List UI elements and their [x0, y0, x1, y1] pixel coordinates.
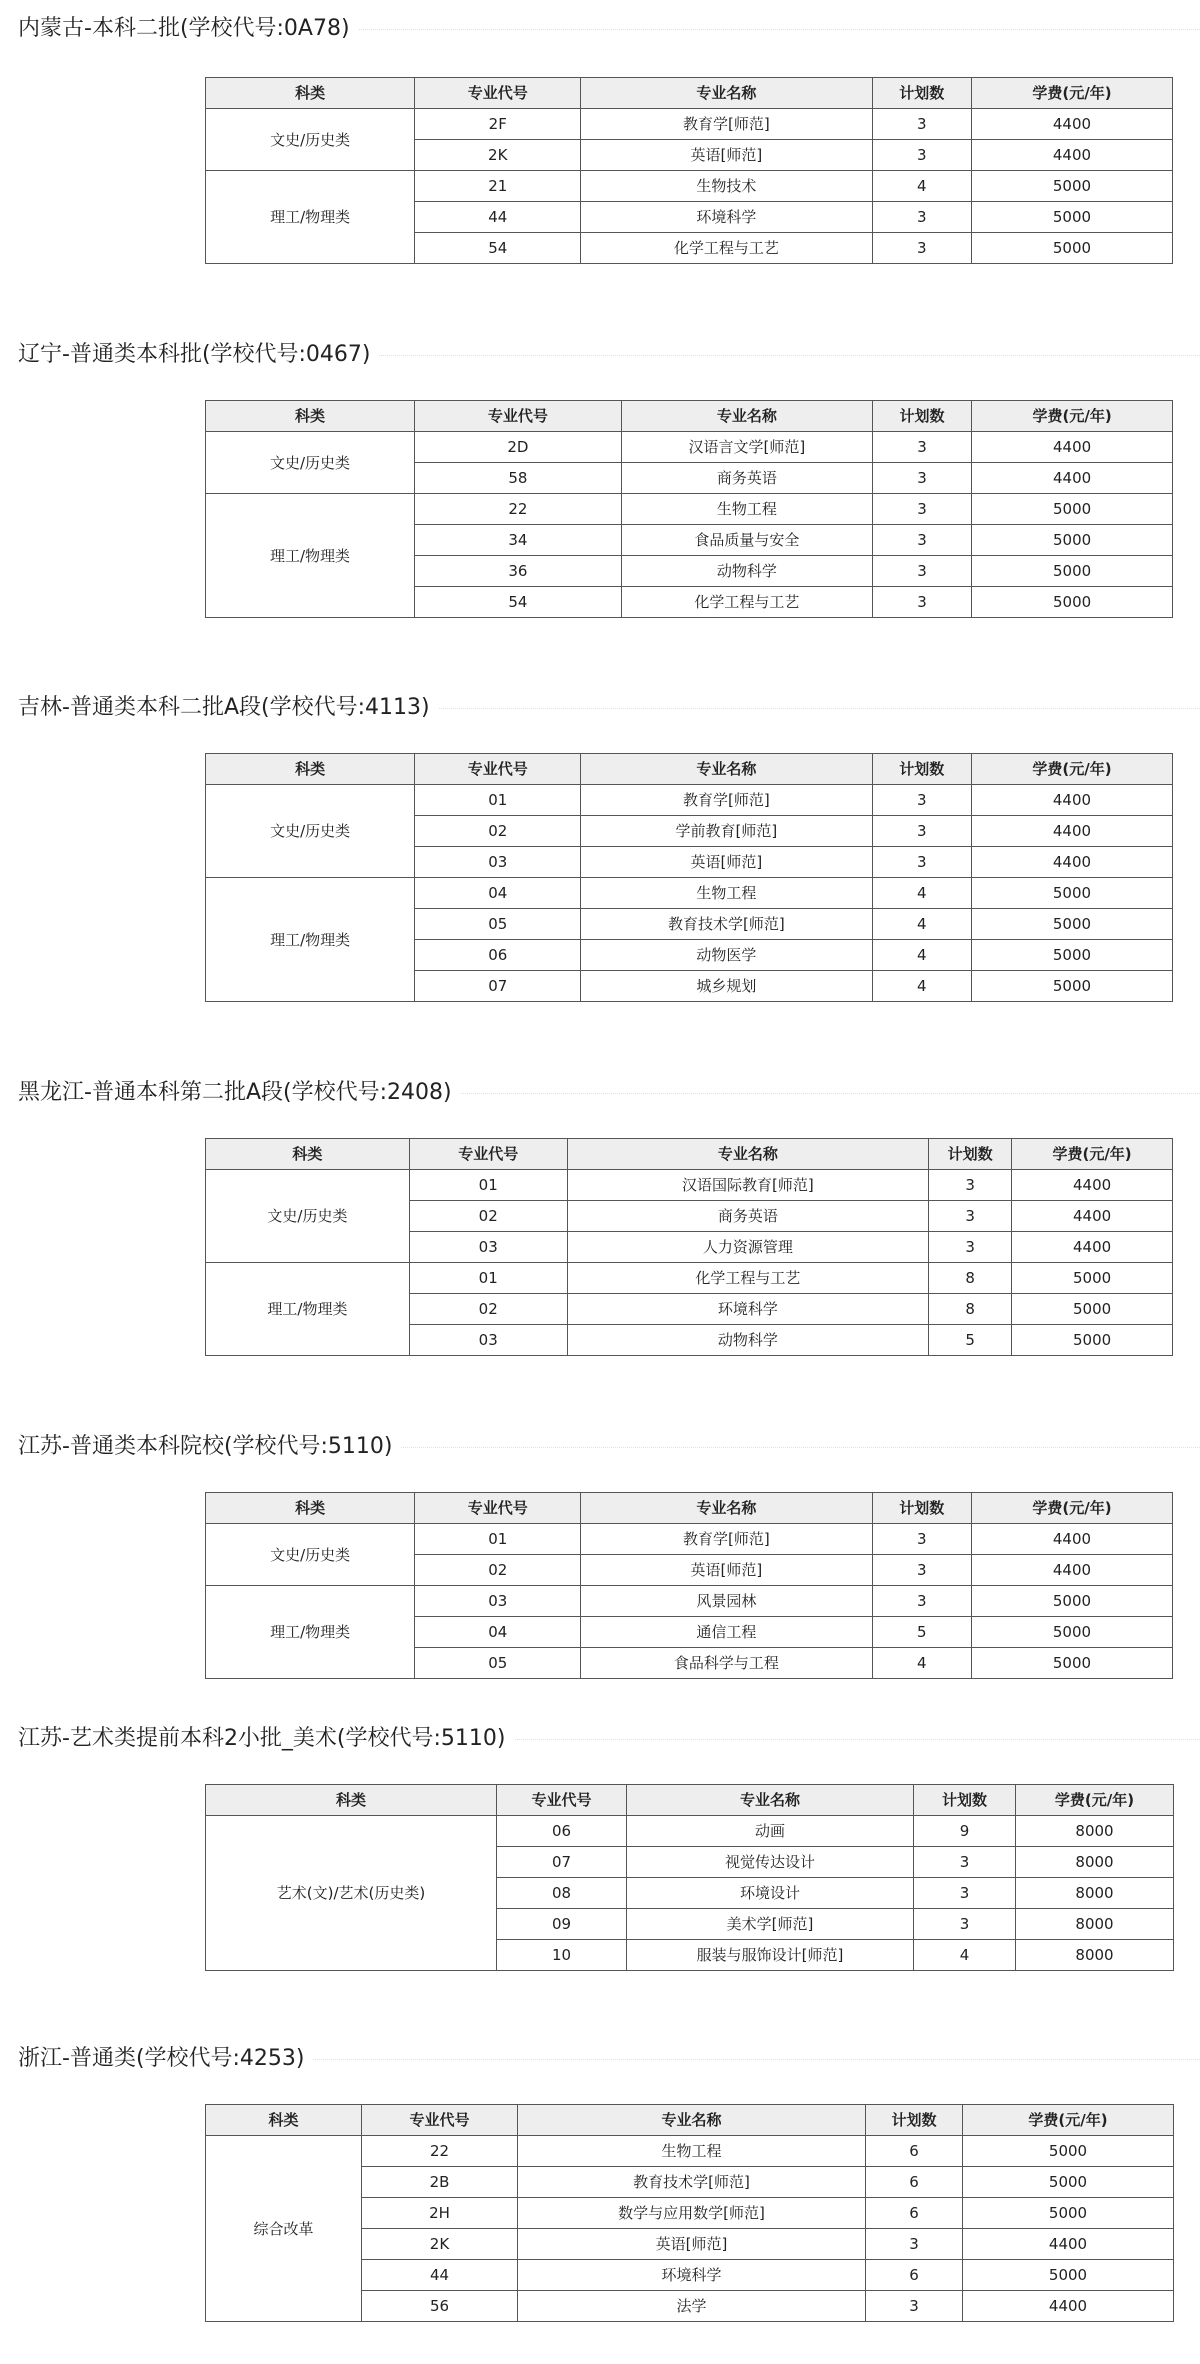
plan-count-cell: 3: [914, 1909, 1016, 1940]
column-header-count: 计划数: [914, 1785, 1016, 1816]
major-name-cell: 法学: [518, 2291, 866, 2322]
table-body: [206, 785, 1173, 1002]
column-header-name: 专业名称: [518, 2105, 866, 2136]
tuition-cell: 4400: [971, 1555, 1172, 1586]
tuition-cell: 5000: [972, 494, 1173, 525]
tuition-cell: 4400: [963, 2229, 1174, 2260]
plan-count-cell: 4: [872, 940, 971, 971]
table-body: [206, 1524, 1173, 1679]
plan-count-cell: 6: [866, 2136, 963, 2167]
plan-count-cell: 4: [872, 1648, 971, 1679]
major-code-cell: 03: [415, 1586, 581, 1617]
plan-section: [0, 693, 1200, 995]
header-row: [206, 1785, 1174, 1816]
major-name-cell: 人力资源管理: [567, 1232, 929, 1263]
column-header-count: 计划数: [866, 2105, 963, 2136]
major-name-cell: 生物工程: [581, 878, 872, 909]
tuition-cell: 5000: [972, 556, 1173, 587]
tuition-cell: 4400: [971, 816, 1172, 847]
column-header-fee: 学费(元/年): [972, 401, 1173, 432]
major-code-cell: 22: [414, 494, 621, 525]
major-name-cell: 汉语言文学[师范]: [621, 432, 872, 463]
tuition-cell: 5000: [972, 587, 1173, 618]
major-name-cell: 动物科学: [567, 1325, 929, 1356]
tuition-cell: 5000: [1012, 1294, 1173, 1325]
plan-count-cell: 3: [872, 847, 971, 878]
major-name-cell: 动画: [627, 1816, 914, 1847]
header-row: [206, 1139, 1173, 1170]
section-title: 吉林-普通类本科二批A段(学校代号:4113): [18, 693, 438, 723]
plan-section: [0, 14, 1200, 257]
tuition-cell: 4400: [971, 785, 1172, 816]
table-row: [206, 494, 1173, 525]
plan-count-cell: 3: [929, 1232, 1012, 1263]
major-code-cell: 10: [497, 1940, 627, 1971]
major-name-cell: 生物工程: [518, 2136, 866, 2167]
plan-count-cell: 9: [914, 1816, 1016, 1847]
column-header-fee: 学费(元/年): [971, 1493, 1172, 1524]
plan-table: [205, 1138, 1173, 1356]
tuition-cell: 4400: [1012, 1232, 1173, 1263]
major-code-cell: 03: [409, 1325, 567, 1356]
column-header-count: 计划数: [872, 401, 971, 432]
table-row: [206, 1263, 1173, 1294]
major-code-cell: 04: [415, 878, 581, 909]
major-name-cell: 教育学[师范]: [581, 1524, 872, 1555]
tuition-cell: 5000: [971, 940, 1172, 971]
major-name-cell: 教育学[师范]: [581, 109, 872, 140]
plan-table: [205, 1492, 1173, 1679]
plan-count-cell: 3: [872, 202, 971, 233]
major-code-cell: 21: [415, 171, 581, 202]
column-header-category: 科类: [206, 78, 415, 109]
category-cell: 理工/物理类: [206, 1586, 415, 1679]
major-code-cell: 05: [415, 1648, 581, 1679]
tuition-cell: 5000: [963, 2167, 1174, 2198]
major-name-cell: 商务英语: [567, 1201, 929, 1232]
tuition-cell: 5000: [972, 525, 1173, 556]
major-name-cell: 汉语国际教育[师范]: [567, 1170, 929, 1201]
tuition-cell: 5000: [971, 233, 1172, 264]
table-row: [206, 785, 1173, 816]
table-head: [206, 2105, 1174, 2136]
plan-count-cell: 3: [872, 463, 971, 494]
major-name-cell: 食品科学与工程: [581, 1648, 872, 1679]
column-header-name: 专业名称: [581, 754, 872, 785]
section-title: 江苏-普通类本科院校(学校代号:5110): [18, 1432, 401, 1462]
section-header: [18, 693, 1200, 723]
plan-count-cell: 5: [929, 1325, 1012, 1356]
category-cell: 艺术(文)/艺术(历史类): [206, 1816, 497, 1971]
major-name-cell: 学前教育[师范]: [581, 816, 872, 847]
major-name-cell: 城乡规划: [581, 971, 872, 1002]
table-body: [206, 109, 1173, 264]
major-code-cell: 2K: [362, 2229, 518, 2260]
section-title: 黑龙江-普通本科第二批A段(学校代号:2408): [18, 1078, 460, 1108]
tuition-cell: 8000: [1016, 1940, 1174, 1971]
plan-count-cell: 3: [872, 494, 971, 525]
category-cell: 文史/历史类: [206, 1170, 410, 1263]
major-name-cell: 化学工程与工艺: [567, 1263, 929, 1294]
table-head: [206, 1139, 1173, 1170]
major-code-cell: 2D: [414, 432, 621, 463]
table-row: [206, 878, 1173, 909]
category-cell: 理工/物理类: [206, 878, 415, 1002]
major-code-cell: 02: [415, 1555, 581, 1586]
major-name-cell: 数学与应用数学[师范]: [518, 2198, 866, 2229]
plan-count-cell: 3: [872, 109, 971, 140]
plan-count-cell: 4: [872, 909, 971, 940]
tuition-cell: 4400: [972, 463, 1173, 494]
tuition-cell: 5000: [971, 171, 1172, 202]
column-header-count: 计划数: [929, 1139, 1012, 1170]
section-header: [18, 2044, 1200, 2074]
major-name-cell: 环境科学: [581, 202, 872, 233]
plan-count-cell: 3: [872, 1524, 971, 1555]
category-cell: 理工/物理类: [206, 1263, 410, 1356]
major-name-cell: 英语[师范]: [581, 140, 872, 171]
column-header-count: 计划数: [872, 754, 971, 785]
major-code-cell: 54: [414, 587, 621, 618]
major-name-cell: 教育技术学[师范]: [518, 2167, 866, 2198]
plan-table: [205, 400, 1173, 618]
category-cell: 文史/历史类: [206, 785, 415, 878]
section-header: [18, 1078, 1200, 1108]
column-header-code: 专业代号: [415, 754, 581, 785]
major-name-cell: 化学工程与工艺: [621, 587, 872, 618]
column-header-category: 科类: [206, 401, 415, 432]
major-code-cell: 03: [415, 847, 581, 878]
tuition-cell: 4400: [1012, 1170, 1173, 1201]
plan-section: [0, 1432, 1200, 1672]
plan-count-cell: 3: [914, 1847, 1016, 1878]
major-name-cell: 化学工程与工艺: [581, 233, 872, 264]
major-name-cell: 商务英语: [621, 463, 872, 494]
major-name-cell: 环境科学: [518, 2260, 866, 2291]
table-row: [206, 1586, 1173, 1617]
major-code-cell: 02: [415, 816, 581, 847]
table-head: [206, 1493, 1173, 1524]
plan-count-cell: 3: [872, 233, 971, 264]
tuition-cell: 4400: [972, 432, 1173, 463]
plan-count-cell: 4: [872, 878, 971, 909]
column-header-code: 专业代号: [415, 1493, 581, 1524]
major-code-cell: 01: [409, 1170, 567, 1201]
tuition-cell: 5000: [971, 878, 1172, 909]
major-code-cell: 54: [415, 233, 581, 264]
major-code-cell: 44: [415, 202, 581, 233]
plan-section: [0, 2044, 1200, 2315]
column-header-fee: 学费(元/年): [971, 754, 1172, 785]
plan-count-cell: 6: [866, 2260, 963, 2291]
plan-count-cell: 4: [872, 971, 971, 1002]
column-header-name: 专业名称: [627, 1785, 914, 1816]
major-name-cell: 风景园林: [581, 1586, 872, 1617]
major-name-cell: 英语[师范]: [581, 847, 872, 878]
tuition-cell: 5000: [1012, 1263, 1173, 1294]
column-header-name: 专业名称: [567, 1139, 929, 1170]
major-code-cell: 07: [497, 1847, 627, 1878]
category-cell: 综合改革: [206, 2136, 362, 2322]
table-row: [206, 1524, 1173, 1555]
section-header: [18, 14, 1200, 44]
table-row: [206, 1170, 1173, 1201]
table-body: [206, 2136, 1174, 2322]
major-name-cell: 英语[师范]: [518, 2229, 866, 2260]
plan-count-cell: 3: [929, 1201, 1012, 1232]
tuition-cell: 5000: [963, 2198, 1174, 2229]
major-code-cell: 06: [415, 940, 581, 971]
major-name-cell: 动物科学: [621, 556, 872, 587]
major-code-cell: 22: [362, 2136, 518, 2167]
major-name-cell: 食品质量与安全: [621, 525, 872, 556]
plan-count-cell: 3: [872, 1586, 971, 1617]
major-code-cell: 34: [414, 525, 621, 556]
tuition-cell: 5000: [971, 909, 1172, 940]
column-header-code: 专业代号: [414, 401, 621, 432]
column-header-fee: 学费(元/年): [963, 2105, 1174, 2136]
section-header: [18, 340, 1200, 370]
plan-table: [205, 1784, 1174, 1971]
tuition-cell: 5000: [971, 202, 1172, 233]
tuition-cell: 5000: [971, 971, 1172, 1002]
plan-table: [205, 2104, 1174, 2322]
major-code-cell: 58: [414, 463, 621, 494]
column-header-fee: 学费(元/年): [971, 78, 1172, 109]
major-name-cell: 服装与服饰设计[师范]: [627, 1940, 914, 1971]
category-cell: 文史/历史类: [206, 1524, 415, 1586]
plan-count-cell: 3: [929, 1170, 1012, 1201]
major-name-cell: 教育学[师范]: [581, 785, 872, 816]
plan-count-cell: 3: [872, 1555, 971, 1586]
section-header: [18, 1432, 1200, 1462]
column-header-category: 科类: [206, 2105, 362, 2136]
header-row: [206, 401, 1173, 432]
plan-count-cell: 5: [872, 1617, 971, 1648]
tuition-cell: 4400: [971, 847, 1172, 878]
plan-count-cell: 6: [866, 2167, 963, 2198]
tuition-cell: 4400: [963, 2291, 1174, 2322]
major-code-cell: 06: [497, 1816, 627, 1847]
plan-count-cell: 3: [872, 556, 971, 587]
column-header-code: 专业代号: [415, 78, 581, 109]
major-name-cell: 生物技术: [581, 171, 872, 202]
tuition-cell: 4400: [971, 109, 1172, 140]
category-cell: 理工/物理类: [206, 494, 415, 618]
major-code-cell: 03: [409, 1232, 567, 1263]
plan-count-cell: 6: [866, 2198, 963, 2229]
column-header-code: 专业代号: [409, 1139, 567, 1170]
column-header-category: 科类: [206, 1785, 497, 1816]
section-title: 江苏-艺术类提前本科2小批_美术(学校代号:5110): [18, 1724, 514, 1754]
header-row: [206, 78, 1173, 109]
major-code-cell: 01: [409, 1263, 567, 1294]
plan-count-cell: 8: [929, 1263, 1012, 1294]
tuition-cell: 5000: [971, 1648, 1172, 1679]
plan-count-cell: 3: [872, 525, 971, 556]
plan-count-cell: 3: [872, 432, 971, 463]
major-code-cell: 02: [409, 1201, 567, 1232]
major-name-cell: 英语[师范]: [581, 1555, 872, 1586]
table-head: [206, 754, 1173, 785]
category-cell: 文史/历史类: [206, 432, 415, 494]
major-name-cell: 教育技术学[师范]: [581, 909, 872, 940]
plan-table: [205, 753, 1173, 1002]
section-title: 内蒙古-本科二批(学校代号:0A78): [18, 14, 358, 44]
plan-table: [205, 77, 1173, 264]
major-name-cell: 环境设计: [627, 1878, 914, 1909]
column-header-name: 专业名称: [621, 401, 872, 432]
major-code-cell: 2B: [362, 2167, 518, 2198]
tuition-cell: 8000: [1016, 1847, 1174, 1878]
table-head: [206, 78, 1173, 109]
major-code-cell: 09: [497, 1909, 627, 1940]
tuition-cell: 4400: [971, 140, 1172, 171]
tuition-cell: 8000: [1016, 1878, 1174, 1909]
table-row: [206, 109, 1173, 140]
table-row: [206, 1816, 1174, 1847]
plan-count-cell: 3: [866, 2229, 963, 2260]
table-body: [206, 1816, 1174, 1971]
category-cell: 理工/物理类: [206, 171, 415, 264]
plan-section: [0, 340, 1200, 611]
column-header-category: 科类: [206, 1139, 410, 1170]
major-code-cell: 02: [409, 1294, 567, 1325]
column-header-code: 专业代号: [497, 1785, 627, 1816]
table-head: [206, 401, 1173, 432]
plan-count-cell: 3: [872, 785, 971, 816]
major-name-cell: 动物医学: [581, 940, 872, 971]
column-header-name: 专业名称: [581, 78, 872, 109]
tuition-cell: 5000: [971, 1617, 1172, 1648]
header-row: [206, 1493, 1173, 1524]
tuition-cell: 4400: [971, 1524, 1172, 1555]
table-head: [206, 1785, 1174, 1816]
tuition-cell: 8000: [1016, 1816, 1174, 1847]
plan-count-cell: 3: [914, 1878, 1016, 1909]
column-header-category: 科类: [206, 1493, 415, 1524]
column-header-fee: 学费(元/年): [1012, 1139, 1173, 1170]
major-code-cell: 01: [415, 1524, 581, 1555]
major-code-cell: 01: [415, 785, 581, 816]
plan-section: [0, 1078, 1200, 1349]
plan-count-cell: 3: [866, 2291, 963, 2322]
major-name-cell: 生物工程: [621, 494, 872, 525]
major-name-cell: 通信工程: [581, 1617, 872, 1648]
tuition-cell: 5000: [1012, 1325, 1173, 1356]
major-name-cell: 美术学[师范]: [627, 1909, 914, 1940]
table-row: [206, 171, 1173, 202]
plan-count-cell: 8: [929, 1294, 1012, 1325]
major-code-cell: 07: [415, 971, 581, 1002]
category-cell: 文史/历史类: [206, 109, 415, 171]
header-row: [206, 2105, 1174, 2136]
column-header-fee: 学费(元/年): [1016, 1785, 1174, 1816]
tuition-cell: 4400: [1012, 1201, 1173, 1232]
plan-count-cell: 3: [872, 140, 971, 171]
tuition-cell: 5000: [963, 2136, 1174, 2167]
major-name-cell: 视觉传达设计: [627, 1847, 914, 1878]
section-header: [18, 1724, 1200, 1754]
tuition-cell: 8000: [1016, 1909, 1174, 1940]
plan-section: [0, 1724, 1200, 1964]
major-name-cell: 环境科学: [567, 1294, 929, 1325]
table-body: [206, 432, 1173, 618]
plan-count-cell: 4: [914, 1940, 1016, 1971]
major-code-cell: 36: [414, 556, 621, 587]
column-header-category: 科类: [206, 754, 415, 785]
section-title: 浙江-普通类(学校代号:4253): [18, 2044, 313, 2074]
table-row: [206, 432, 1173, 463]
column-header-count: 计划数: [872, 1493, 971, 1524]
column-header-name: 专业名称: [581, 1493, 872, 1524]
major-code-cell: 2K: [415, 140, 581, 171]
header-row: [206, 754, 1173, 785]
tuition-cell: 5000: [963, 2260, 1174, 2291]
column-header-count: 计划数: [872, 78, 971, 109]
section-title: 辽宁-普通类本科批(学校代号:0467): [18, 340, 379, 370]
column-header-code: 专业代号: [362, 2105, 518, 2136]
major-code-cell: 05: [415, 909, 581, 940]
plan-count-cell: 3: [872, 587, 971, 618]
table-body: [206, 1170, 1173, 1356]
major-code-cell: 44: [362, 2260, 518, 2291]
major-code-cell: 56: [362, 2291, 518, 2322]
table-row: [206, 2136, 1174, 2167]
major-code-cell: 2H: [362, 2198, 518, 2229]
plan-count-cell: 4: [872, 171, 971, 202]
major-code-cell: 2F: [415, 109, 581, 140]
plan-count-cell: 3: [872, 816, 971, 847]
major-code-cell: 08: [497, 1878, 627, 1909]
tuition-cell: 5000: [971, 1586, 1172, 1617]
major-code-cell: 04: [415, 1617, 581, 1648]
